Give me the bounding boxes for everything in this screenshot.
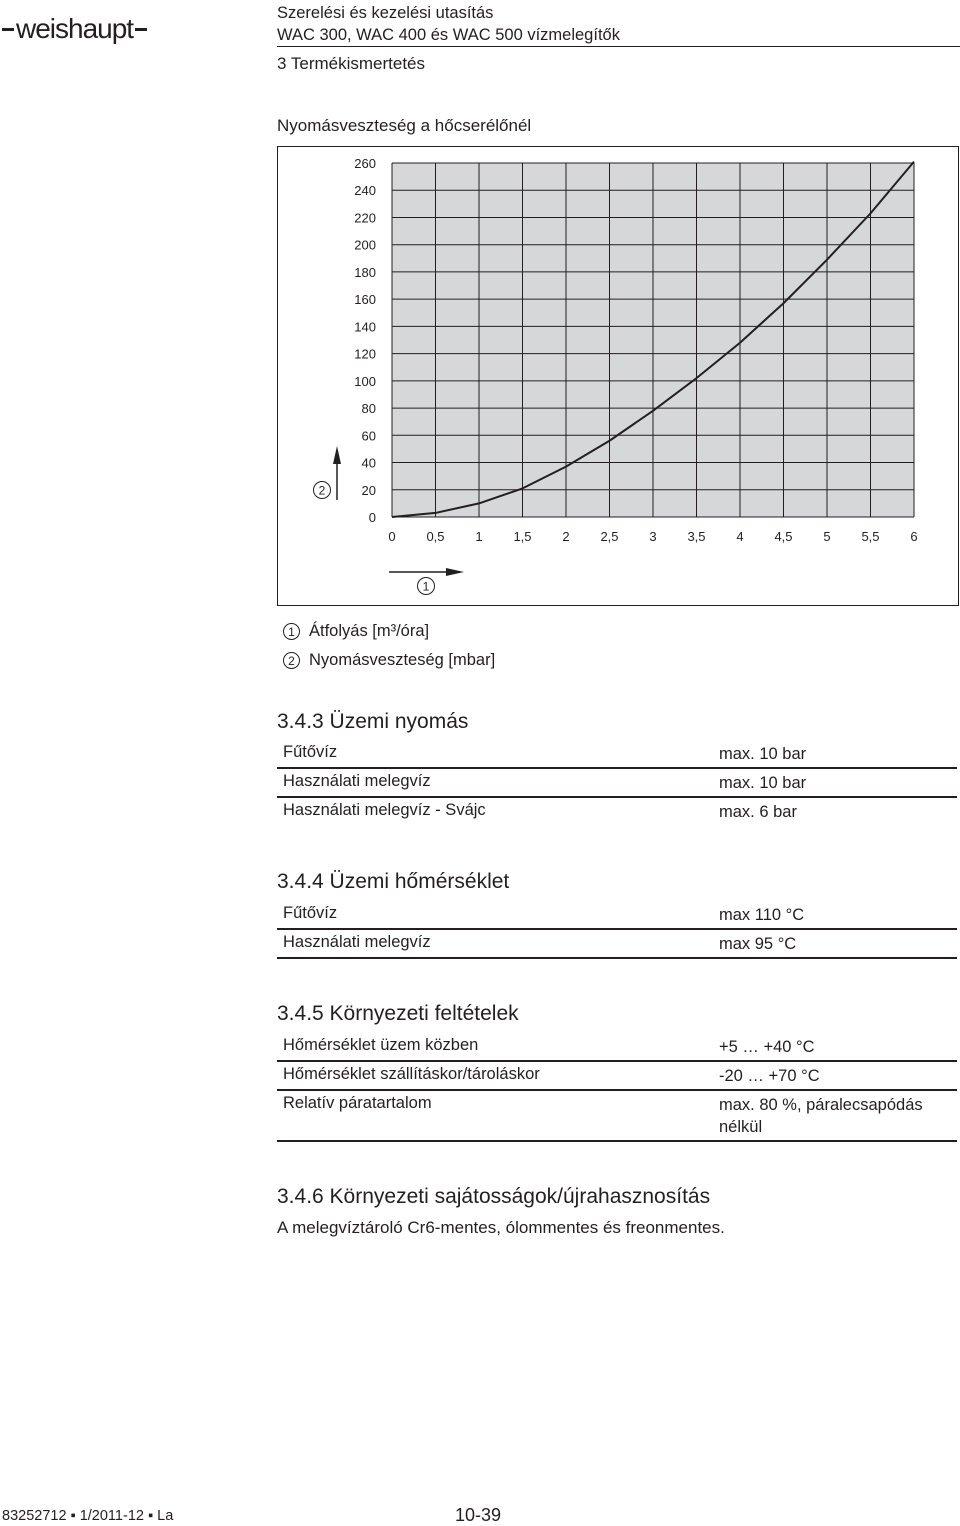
table-row — [277, 1091, 957, 1142]
row-label: Használati melegvíz — [283, 933, 431, 951]
title-line-1: Szerelési és kezelési utasítás — [277, 4, 494, 22]
table-row — [277, 901, 957, 930]
table-row — [277, 740, 957, 769]
row-value: +5 … +40 °C — [719, 1038, 815, 1056]
legend-label-pressure: Nyomásveszteség [mbar] — [309, 651, 496, 669]
row-label: Fűtővíz — [283, 904, 338, 922]
heading-3-4-4: 3.4.4 Üzemi hőmérséklet — [277, 870, 510, 893]
table-row — [277, 1062, 957, 1091]
y-tick-label: 20 — [361, 482, 376, 498]
row-label: Használati melegvíz — [283, 772, 431, 790]
x-tick-label: 2,5 — [600, 529, 619, 544]
chart-title: Nyomásveszteség a hőcserélőnél — [277, 116, 532, 135]
row-value-line-2: nélkül — [719, 1118, 763, 1136]
y-axis-arrow-head — [333, 446, 341, 464]
y-tick-label: 260 — [354, 156, 376, 171]
title-line-2: WAC 300, WAC 400 és WAC 500 vízmelegítők — [277, 26, 620, 44]
y-tick-label: 200 — [354, 237, 376, 253]
x-tick-label: 3,5 — [687, 529, 706, 544]
x-axis-marker: 1 — [422, 579, 430, 594]
x-tick-label: 3 — [649, 529, 657, 544]
row-label: Relatív páratartalom — [283, 1094, 432, 1112]
row-label: Hőmérséklet üzem közben — [283, 1036, 479, 1054]
row-value: -20 … +70 °C — [719, 1067, 820, 1085]
x-tick-label: 5,5 — [861, 529, 880, 544]
y-tick-label: 0 — [368, 510, 376, 525]
row-label: Fűtővíz — [283, 743, 338, 761]
marker-2: 2 — [283, 652, 300, 669]
heading-3-4-6: 3.4.6 Környezeti sajátosságok/újrahasznosítás — [277, 1185, 711, 1208]
table-row — [277, 798, 957, 828]
table-row — [277, 769, 957, 798]
y-tick-label: 40 — [361, 455, 376, 471]
y-tick-label: 60 — [361, 428, 376, 444]
heading-3-4-5: 3.4.5 Környezeti feltételek — [277, 1002, 519, 1025]
y-tick-label: 140 — [354, 319, 376, 335]
row-value: max 95 °C — [719, 935, 797, 953]
x-tick-label: 0,5 — [426, 529, 445, 544]
x-tick-label: 6 — [910, 529, 918, 544]
x-tick-label: 4 — [736, 529, 744, 544]
x-tick-label: 4,5 — [774, 529, 793, 544]
x-axis-arrow-head — [446, 568, 464, 576]
page-number: 10-39 — [455, 1505, 502, 1525]
row-value: max. 6 bar — [719, 803, 797, 821]
table-row — [277, 930, 957, 959]
row-value — [719, 1094, 923, 1138]
row-label: Hőmérséklet szállításkor/tároláskor — [283, 1065, 540, 1083]
legend-label-flow: Átfolyás [m³/óra] — [309, 622, 430, 640]
legend-item-pressure — [283, 651, 495, 670]
y-tick-label: 180 — [354, 264, 376, 280]
x-tick-label: 1 — [475, 529, 483, 544]
y-tick-label: 220 — [354, 210, 376, 226]
y-tick-label: 80 — [361, 401, 376, 417]
y-tick-label: 240 — [354, 183, 376, 199]
x-tick-label: 0 — [388, 529, 396, 544]
pressure-loss-chart — [0, 0, 960, 620]
row-value-line-1: max. 80 %, páralecsapódás — [719, 1096, 923, 1114]
y-tick-label: 120 — [354, 346, 376, 362]
weishaupt-logo: weishaupt — [0, 12, 160, 46]
y-tick-label: 100 — [354, 373, 376, 389]
row-label: Használati melegvíz - Svájc — [283, 801, 486, 819]
table-row — [277, 1033, 957, 1062]
row-value: max 110 °C — [719, 906, 805, 924]
y-tick-label: 160 — [354, 292, 376, 308]
y-axis-marker: 2 — [318, 483, 326, 498]
x-tick-label: 2 — [562, 529, 570, 544]
x-tick-label: 1,5 — [513, 529, 532, 544]
legend-item-flow — [283, 622, 429, 641]
row-value: max. 10 bar — [719, 745, 807, 763]
row-value: max. 10 bar — [719, 774, 807, 792]
recycling-text: A melegvíztároló Cr6-mentes, ólommentes és freonmentes. — [277, 1218, 725, 1237]
footer-doc-id: 83252712 ▪ 1/2011-12 ▪ La — [2, 1508, 174, 1524]
heading-3-4-3: 3.4.3 Üzemi nyomás — [277, 710, 469, 733]
marker-1: 1 — [283, 623, 300, 640]
x-tick-label: 5 — [823, 529, 831, 544]
section-heading: 3 Termékismertetés — [277, 54, 426, 73]
